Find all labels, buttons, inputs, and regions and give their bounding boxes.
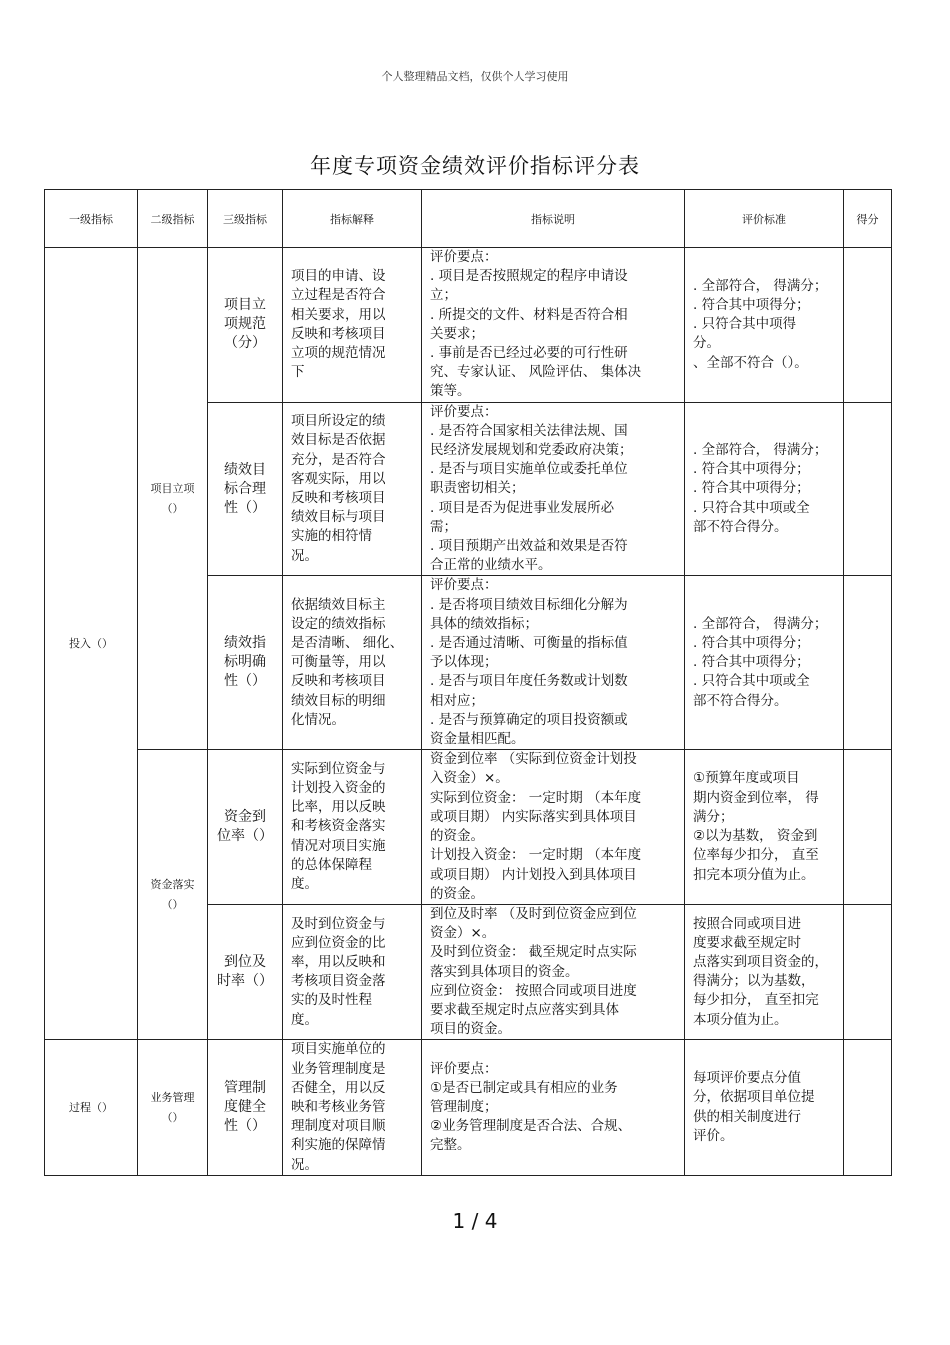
level3-indicator-line: （分） xyxy=(224,335,266,352)
explanation-line: 考核项目资金落 xyxy=(291,973,386,990)
description-line: 评价要点： xyxy=(430,1060,498,1077)
score-cell[interactable] xyxy=(844,750,892,905)
score-cell[interactable] xyxy=(844,904,892,1039)
score-cell[interactable] xyxy=(844,1040,892,1175)
standard-line: 评价。 xyxy=(693,1127,734,1144)
explanation-line: 下 xyxy=(291,364,305,381)
description-line: 或项目期） 内计划投入到具体项目 xyxy=(430,866,637,883)
level3-indicator-line: 标明确 xyxy=(224,654,266,671)
description-line: 合正常的业绩水平。 xyxy=(430,557,552,574)
score-cell[interactable] xyxy=(844,576,892,750)
explanation-line: 客观实际，用以 xyxy=(291,470,386,487)
description-line: . 项目是否按照规定的程序申请设 xyxy=(430,268,628,285)
description-line: . 是否与项目实施单位或委托单位 xyxy=(430,461,628,478)
standard-line: . 只符合其中项得 xyxy=(693,316,797,333)
description-line: ①是否已制定或具有相应的业务 xyxy=(430,1079,618,1096)
explanation-line: 反映和考核项目 xyxy=(291,490,386,507)
description-line: 相对应； xyxy=(430,692,484,709)
description-line: 需； xyxy=(430,518,457,535)
score-cell[interactable] xyxy=(844,402,892,576)
standard-line: 分，依据项目单位提 xyxy=(693,1089,815,1106)
description-line: 要求截至规定时点应落实到具体 xyxy=(430,1001,619,1018)
standard-line: 部不符合得分。 xyxy=(693,692,788,709)
table-header-row xyxy=(45,190,892,248)
description-line: 及时到位资金： 截至规定时点实际 xyxy=(430,944,637,961)
explanation-line: 实际到位资金与 xyxy=(291,760,386,777)
explanation-line: 立项的规范情况 xyxy=(291,345,386,362)
explanation-line: 立过程是否符合 xyxy=(291,287,386,304)
description-line: 计划投入资金： 一定时期 （本年度 xyxy=(430,847,642,864)
column-header: 三级指标 xyxy=(208,190,283,248)
level1-indicator: 投入（） xyxy=(69,636,113,650)
indicator-explanation xyxy=(283,750,422,905)
description-line: 到位及时率 （及时到位资金应到位 xyxy=(430,905,637,922)
level3-indicator-line: 时率（） xyxy=(217,973,273,990)
table-row xyxy=(45,1040,892,1175)
description-line: ②业务管理制度是否合法、合规、 xyxy=(430,1118,632,1135)
standard-line: . 符合其中项得分； xyxy=(693,635,810,652)
standard-line: 期内资金到位率， 得 xyxy=(693,789,819,806)
standard-line: 位率每少扣分， 直至 xyxy=(693,847,819,864)
explanation-line: 度。 xyxy=(291,876,318,893)
explanation-line: 是否清晰、 细化、 xyxy=(291,635,404,652)
description-line: . 项目是否为促进事业发展所必 xyxy=(430,499,615,516)
indicator-explanation xyxy=(283,248,422,403)
standard-line: . 只符合其中项或全 xyxy=(693,499,810,516)
evaluation-standard xyxy=(685,904,844,1039)
indicator-explanation xyxy=(283,576,422,750)
column-header: 评价标准 xyxy=(685,190,844,248)
standard-line: . 只符合其中项或全 xyxy=(693,673,810,690)
level3-indicator xyxy=(208,576,283,750)
explanation-line: 绩效目标与项目 xyxy=(291,509,386,526)
explanation-line: 业务管理制度是 xyxy=(291,1060,386,1077)
level3-indicator xyxy=(208,248,283,403)
level1-indicator-cell xyxy=(45,248,138,1040)
indicator-description xyxy=(422,248,685,403)
explanation-line: 度。 xyxy=(291,1011,318,1028)
description-line: 的资金。 xyxy=(430,828,484,845)
explanation-line: 实的及时性程 xyxy=(291,992,372,1009)
explanation-line: 反映和考核项目 xyxy=(291,325,386,342)
level3-indicator-line: 绩效目 xyxy=(224,461,266,478)
explanation-line: 可衡量等，用以 xyxy=(291,654,386,671)
description-line: 评价要点： xyxy=(430,403,498,420)
description-line: . 是否与项目年度任务数或计划数 xyxy=(430,673,628,690)
description-line: 资金量相匹配。 xyxy=(430,731,525,748)
explanation-line: 相关要求，用以 xyxy=(291,306,386,323)
description-line: . 项目预期产出效益和效果是否符 xyxy=(430,538,628,555)
level2-indicator-cell xyxy=(138,750,208,1040)
explanation-line: 项目实施单位的 xyxy=(291,1041,386,1058)
standard-line: . 符合其中项得分； xyxy=(693,297,810,313)
explanation-line: 效目标是否依据 xyxy=(291,432,386,449)
explanation-line: 比率，用以反映 xyxy=(291,799,386,816)
level2-indicator-line: 项目立项 xyxy=(150,481,195,495)
description-line: 具体的绩效指标； xyxy=(430,615,538,632)
explanation-line: 应到位资金的比 xyxy=(291,934,386,951)
indicator-explanation xyxy=(283,904,422,1039)
evaluation-standard xyxy=(685,750,844,905)
description-line: 职责密切相关； xyxy=(430,480,525,497)
level1-indicator-cell xyxy=(45,1040,138,1175)
explanation-line: 否健全，用以反 xyxy=(291,1079,386,1096)
level3-indicator-line: 性（） xyxy=(224,673,266,690)
explanation-line: 理制度对项目顺 xyxy=(291,1118,386,1135)
description-line: 资金）×。 xyxy=(430,925,496,942)
explanation-line: 实施的相符情 xyxy=(291,528,372,545)
description-line: . 是否通过清晰、可衡量的指标值 xyxy=(430,635,628,652)
explanation-line: 率，用以反映和 xyxy=(291,953,386,970)
level2-indicator-cell xyxy=(138,1040,208,1175)
level3-indicator xyxy=(208,1040,283,1175)
explanation-line: 和考核资金落实 xyxy=(291,818,386,835)
description-line: 管理制度； xyxy=(430,1098,498,1115)
level3-indicator xyxy=(208,402,283,576)
level2-indicator-line: （） xyxy=(161,501,184,515)
description-line: 项目的资金。 xyxy=(430,1021,511,1038)
description-line: 资金到位率 （实际到位资金计划投 xyxy=(430,751,637,768)
evaluation-standard xyxy=(685,1040,844,1175)
description-line: . 所提交的文件、材料是否符合相 xyxy=(430,306,628,323)
description-line: . 是否与预算确定的项目投资额或 xyxy=(430,711,628,728)
level3-indicator-line: 管理制 xyxy=(224,1080,266,1097)
evaluation-standard xyxy=(685,576,844,750)
indicator-description xyxy=(422,576,685,750)
explanation-line: 计划投入资金的 xyxy=(291,780,386,797)
description-line: 实际到位资金： 一定时期 （本年度 xyxy=(430,789,642,806)
page-header-note: 个人整理精品文档，仅供个人学习使用 xyxy=(381,70,569,83)
level3-indicator-line: 位率（） xyxy=(217,828,273,845)
indicator-explanation xyxy=(283,1040,422,1175)
level3-indicator-line: 度健全 xyxy=(224,1099,266,1116)
description-line: 策等。 xyxy=(430,383,471,400)
indicator-explanation xyxy=(283,402,422,576)
standard-line: 按照合同或项目进 xyxy=(693,915,801,932)
description-line: . 是否将项目绩效目标细化分解为 xyxy=(430,596,628,613)
explanation-line: 充分，是否符合 xyxy=(291,451,386,468)
standard-line: 、全部不符合（）。 xyxy=(693,354,808,371)
description-line: 民经济发展规划和党委政府决策； xyxy=(430,442,633,459)
level2-indicator-line: 资金落实 xyxy=(150,877,195,891)
standard-line: 部不符合得分。 xyxy=(693,518,788,535)
description-line: 的资金。 xyxy=(430,885,484,902)
level2-indicator-line: （） xyxy=(161,897,184,911)
level3-indicator-line: 到位及 xyxy=(224,954,266,971)
explanation-line: 的总体保障程 xyxy=(291,856,372,873)
standard-line: ②以为基数， 资金到 xyxy=(693,828,818,845)
description-line: 或项目期） 内实际落实到具体项目 xyxy=(430,808,637,825)
standard-line: 度要求截至规定时 xyxy=(693,934,801,951)
description-line: . 事前是否已经过必要的可行性研 xyxy=(430,345,628,362)
description-line: 完整。 xyxy=(430,1137,471,1154)
standard-line: 得满分；以为基数， xyxy=(693,973,815,990)
score-cell[interactable] xyxy=(844,248,892,403)
column-header: 得分 xyxy=(844,190,892,248)
explanation-line: 绩效目标的明细 xyxy=(291,692,386,709)
column-header: 一级指标 xyxy=(45,190,138,248)
evaluation-table xyxy=(44,189,892,1176)
level3-indicator xyxy=(208,904,283,1039)
explanation-line: 映和考核业务管 xyxy=(291,1098,386,1115)
column-header: 指标解释 xyxy=(283,190,422,248)
column-header: 指标说明 xyxy=(422,190,685,248)
description-line: 落实到具体项目的资金。 xyxy=(430,963,579,980)
level2-indicator-line: 业务管理 xyxy=(150,1090,195,1104)
evaluation-standard xyxy=(685,402,844,576)
description-line: 应到位资金： 按照合同或项目进度 xyxy=(430,982,637,999)
level2-indicator-line: （） xyxy=(161,1110,184,1124)
level3-indicator-line: 性（） xyxy=(224,499,266,516)
explanation-line: 利实施的保障情 xyxy=(291,1137,386,1154)
indicator-description xyxy=(422,1040,685,1175)
explanation-line: 况。 xyxy=(291,547,318,564)
standard-line: 供的相关制度进行 xyxy=(693,1108,801,1125)
level3-indicator-line: 标合理 xyxy=(224,480,266,497)
description-line: 予以体现； xyxy=(430,654,498,671)
document-title: 年度专项资金绩效评价指标评分表 xyxy=(310,154,640,178)
explanation-line: 项目所设定的绩 xyxy=(291,413,386,430)
description-line: 评价要点： xyxy=(430,249,498,265)
standard-line: 点落实到项目资金的， xyxy=(693,953,828,970)
standard-line: ①预算年度或项目 xyxy=(693,770,800,787)
column-header: 二级指标 xyxy=(138,190,208,248)
standard-line: . 全部符合， 得满分； xyxy=(693,615,828,632)
standard-line: 每少扣分， 直至扣完 xyxy=(693,992,819,1009)
description-line: . 是否符合国家相关法律法规、国 xyxy=(430,422,628,439)
description-line: 入资金）×。 xyxy=(430,770,509,787)
standard-line: . 符合其中项得分； xyxy=(693,461,810,478)
description-line: 评价要点： xyxy=(430,577,498,594)
level3-indicator-line: 绩效指 xyxy=(224,635,266,652)
description-line: 关要求； xyxy=(430,325,484,342)
evaluation-standard xyxy=(685,248,844,403)
table-row xyxy=(45,750,892,905)
level3-indicator-line: 项目立 xyxy=(224,297,266,314)
indicator-description xyxy=(422,402,685,576)
standard-line: . 全部符合， 得满分； xyxy=(693,442,828,459)
level3-indicator-line: 性（） xyxy=(224,1118,266,1135)
explanation-line: 项目的申请、设 xyxy=(291,268,386,285)
explanation-line: 况。 xyxy=(291,1156,318,1173)
page-number: 1 / 4 xyxy=(452,1209,498,1233)
standard-line: 扣完本项分值为止。 xyxy=(693,866,815,883)
explanation-line: 化情况。 xyxy=(291,711,345,728)
explanation-line: 反映和考核项目 xyxy=(291,673,386,690)
explanation-line: 设定的绩效指标 xyxy=(291,615,386,632)
explanation-line: 情况对项目实施 xyxy=(291,837,386,854)
standard-line: . 全部符合， 得满分； xyxy=(693,277,828,294)
standard-line: 满分； xyxy=(693,808,734,825)
level3-indicator-line: 资金到 xyxy=(224,809,266,826)
standard-line: 每项评价要点分值 xyxy=(693,1070,801,1087)
indicator-description xyxy=(422,904,685,1039)
standard-line: . 符合其中项得分； xyxy=(693,654,810,671)
explanation-line: 及时到位资金与 xyxy=(291,915,386,932)
indicator-description xyxy=(422,750,685,905)
level3-indicator-line: 项规范 xyxy=(224,316,266,333)
standard-line: . 符合其中项得分； xyxy=(693,480,810,497)
description-line: 究、专家认证、 风险评估、 集体决 xyxy=(430,364,642,381)
standard-line: 本项分值为止。 xyxy=(693,1011,788,1028)
level2-indicator-cell xyxy=(138,248,208,750)
description-line: 立； xyxy=(430,287,457,304)
level1-indicator: 过程（） xyxy=(69,1100,113,1114)
explanation-line: 依据绩效目标主 xyxy=(291,596,386,613)
table-row xyxy=(45,248,892,403)
standard-line: 分。 xyxy=(693,335,720,352)
level3-indicator xyxy=(208,750,283,905)
